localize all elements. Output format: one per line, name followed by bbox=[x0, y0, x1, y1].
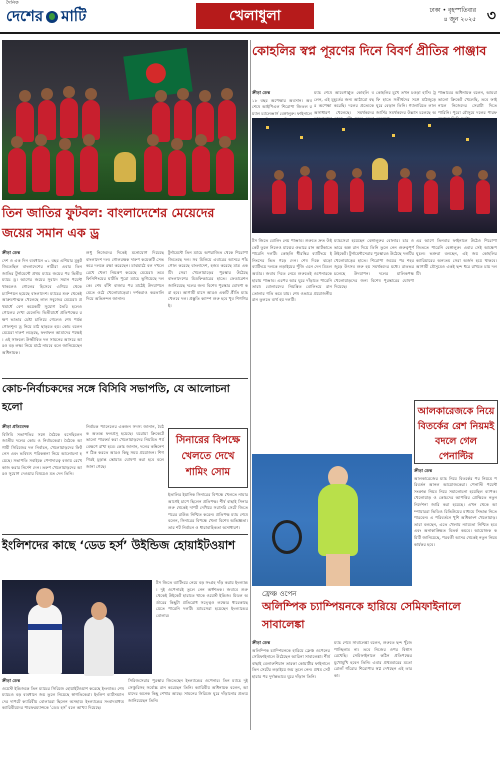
article-text: অলিম্পিক চ্যাম্পিয়নকে হারিয়ে ফ্রেঞ্চ ওপেনের সেমিফাইনালে উঠেছেন আরিনা সাবালেঙ্কা। শীর্ষ বাছাই বেলারুশিয়ান তারকা কোয়ার্টার ফাইনালে তিন সেটের লড়াইয়ে জয় তুলে নেন। প্রথম সেট হারার পর দুর্দান্তভাবে ঘুরে দাঁড়ান তিনি। bbox=[252, 647, 330, 679]
kohli-lead-col-2: ম্যাচ শেষে আবেগাপ্লুত কোহলি বলেন, এই মুহূর্তের জন্য আঠারো বছর অপেক্ষা করেছি। দলের প্রত্যেকে অসাধারণ খেলেছে। সমর্থকদের bbox=[314, 90, 374, 115]
article-text: আলকারেজের ম্যাচ নিয়ে বিতর্কের পর নিয়মে পরিবর্তন আনল আয়োজকেরা। পেনাল্টি পয়েন্ট সংক্রান্ত নিয়ম নিয়ে সমালোচনা হয়েছিল ব্যাপক। খেলোয়াড় ও কোচদের আপত্তির প্রেক্ষিতে নতুন নির্দেশনা জারি করা হয়েছে। এখন থেকে আম্পায়াররা ভিডিও রিভিউয়ের মাধ্যমে সিদ্ধান্ত নিতে পারবেন। এ পরিবর্তনে খুশি অধিকাংশ খেলোয়াড়। তারা বলছেন, এতে খেলায় ন্যায্যতা নিশ্চিত হবে এবং অনাকাঙ্ক্ষিত বিতর্ক কমবে। আয়োজক কমিটি জানিয়েছে, পরবর্তী আসর থেকেই নতুন নিয়ম কার্যকর হবে। bbox=[414, 475, 497, 547]
brand-sub: দৈনিক bbox=[6, 0, 19, 6]
issue-date bbox=[430, 6, 476, 24]
player-figure bbox=[174, 100, 192, 140]
player-legs bbox=[326, 554, 350, 586]
column-rule bbox=[250, 40, 251, 730]
player-figure bbox=[324, 180, 338, 214]
player-figure bbox=[450, 176, 464, 210]
womens-football-team-photo bbox=[2, 40, 248, 200]
england-headline: ইংলিশদের কাছে ‘ডেড হর্স’ উইন্ডিজ হোয়াইটওয়াশ bbox=[2, 538, 236, 552]
trophy-icon bbox=[114, 152, 136, 182]
brand-left: দেশের bbox=[6, 6, 44, 25]
player-figure bbox=[84, 616, 114, 676]
player-figure bbox=[32, 146, 50, 192]
player-figure bbox=[56, 150, 74, 196]
england-players-photo bbox=[2, 580, 152, 674]
coach-article-col-2: নির্বাচক প্যানেলের একজন সদস্য জানান, বৈঠক অত্যন্ত ফলপ্রসূ হয়েছে। ঘরোয়া ক্রিকেটে ভালো পারফর্ম করা খেলোয়াড়দের নিয়মিত পর্যবেক্ষণে রাখা হবে। কোচ জানান, দলের কম্বিনেশন ঠিক করতে আরও কিছু সময় প্রয়োজন। শিগগিরই চূড়ান্ত স্কোয়াড ঘোষণা করা হবে বলে জানা গেছে। bbox=[86, 424, 164, 469]
article-text: ওয়েস্ট ইন্ডিজকে তিন ম্যাচের সিরিজে হোয়াইটওয়াশ করেছে ইংল্যান্ড। শেষ ম্যাচেও বড় ব্যবধানে জয় তুলে নিয়েছে স্বাগতিকেরা। ইংলিশ ব্যাটসম্যানদের দাপটে ক্যারিবীয় বোলাররা ছিলেন অসহায়। ইংল্যান্ডের সংবাদমাধ্যম ক্যারিবীয়দের পারফরম্যান্সকে ‘ডেড হর্স’ বলে আখ্যা দিয়েছে। bbox=[2, 685, 124, 711]
newspaper-logo bbox=[6, 0, 87, 30]
divider bbox=[2, 534, 248, 535]
byline: ক্রীড়া প্রতিবেদক bbox=[2, 424, 29, 429]
kohli-article-col-1: টস জিতে বোলিং নেয় পাঞ্জাব। শুরুতে দ্রুত উইকেট তুলে নিলেও মাঝের ওভারে রান আটকাতে পারেনি দলটি। কোহলি ধীরস্থির ব্যাটিংয়ে ইনিংসের ভিত গড়ে দেন। শেষ দিকে ঝড়ো ব্যাটিংয়ে দলকে লড়াইয়ের পুঁজি এনে দেন মিডল অর্ডার। জবাব দিতে নেমে শুরুতেই ওপেনারকে হারায় পাঞ্জাব। এরপর আর ঘুরে দাঁড়াতে পারেনি তারা। বোলারদের নিয়ন্ত্রিত বোলিংয়ে রান তোলার গতি কমে যায়। শেষ ওভারে প্রয়োজনীয় রান তুলতে ব্যর্থ হয় দলটি। bbox=[252, 238, 332, 303]
confetti bbox=[428, 124, 431, 127]
sabalenka-headline: অলিম্পিক চ্যাম্পিয়নকে হারিয়ে সেমিফাইনালে সাবালেঙ্কা bbox=[262, 600, 461, 631]
article-text: বিসিবি সভাপতির সঙ্গে বৈঠকে বসেছিলেন জাতীয় দলের কোচ ও নির্বাচকেরা। বৈঠকে আগামী সিরিজের দল নির্বাচন, খেলোয়াড়দের ফিটনেস এবং ভবিষ্যৎ পরিকল্পনা নিয়ে আলোচনা হয়েছে। সভাপতি সবাইকে পেশাদারত্ব বজায় রেখে কাজ করার নির্দেশ দেন। তরুণ খেলোয়াড়দের আরও সুযোগ দেওয়ার বিষয়েও মত দেন তিনি। bbox=[2, 431, 82, 477]
aryna-headline: আলকারেজকে নিয়ে বিতর্কের রেশ নিয়মই বদলে গেল পেনাল্টির bbox=[414, 400, 498, 464]
sabalenka-photo bbox=[252, 454, 412, 586]
globe-icon bbox=[46, 11, 58, 23]
rcb-celebration-photo bbox=[252, 118, 497, 233]
kohli-lead-col-4: পাঞ্জাবের অধিনায়ক বলেন, আমরা ভালো ক্রিকেট খেলেছি, তবে ফাইনালে নিজেদের সেরাটা দিতে পারিনি। পুরো মৌসুমে দলের পারফ bbox=[438, 90, 497, 115]
team-article-col-3: টুর্নামেন্টে তিন ম্যাচে অপরাজিত থেকে শিরোপা জিতেছে দল। সব মিলিয়ে এবারের আসরে পাঁচ গোল করেছে বাংলাদেশ, হজম করেছে মাত্র একটি। সেরা খেলোয়াড়ের পুরস্কার উঠেছে বাংলাদেশের মিডফিল্ডারের হাতে। ফেডারেশন জানিয়েছে দলের জন্য বিশেষ পুরস্কার ঘোষণা করা হবে। আগামী মাসে আরও একটি প্রীতি ম্যাচ খেলবে দল। প্রস্তুতি ক্যাম্প শুরু হবে খুব শিগগিরই। bbox=[168, 250, 248, 308]
section-title: খেলাধুলা bbox=[196, 3, 314, 29]
player-figure bbox=[476, 180, 490, 214]
date-line-1: ঢাকা • বৃহস্পতিবার bbox=[429, 7, 476, 14]
brand-right: মাটি bbox=[61, 6, 87, 25]
kohli-lead-col-3: কোহলির মুখে তখন চওড়া হাসি। ট্রফি হাতে সতীর্থদের সঙ্গে মাঠজুড়ে ঘুরে বেড়ান তিনি। গ্যালারিতে লাল জার্সির সমর্থকদের উল্লাস চলেছে অ bbox=[376, 90, 436, 115]
kohli-article-col-2: ম্যাচসেরা হয়েছেন বেঙ্গালুরুর বোলার। চার ওভারে অল্প রান দিয়ে তিনি তুলে নেন গুরুত্বপূর্ণ উইকেট। টুর্নামেন্টসেরার পুরস্কারও উঠেছে দলটির খেলোয়াড়ের হাতে। শিরোপা জয়ের পর শহরজুড়ে উৎসব শুরু হয় সমর্থকদের মধ্যে। রাতভর চলেছে উদযাপন। দলের মালিকপক্ষ খেলোয়াড়দের জন্য বিশেষ পুরস্কারের ঘোষণা দিয়েছে। bbox=[334, 238, 414, 290]
england-article-col-1 bbox=[2, 678, 124, 764]
player-figure bbox=[424, 180, 438, 214]
article-text: দেশ ও এক দিন ব্যবধানে ৩১ বছর এশিয়ার মুকুট জিতেছিল বাংলাদেশের নারীরা এবার তিন জাতির টুর্নামেন্টে প্রথম ম্যাচে জয়ের পর দ্বিতীয় ম্যাচে ড্র। আগের জয়ের সুবাদে সমান পয়েন্ট থাকলেও গোলের হিসেবে এগিয়ে থেকে চ্যাম্পিয়ন হয়েছে বাংলাদেশ। ম্যাচের শুরু থেকেই আক্রমণাত্মক খেলেছে লাল সবুজের মেয়েরা। প্রথমার্ধে বেশ কয়েকটি সুযোগ তৈরি হলেও গোলের দেখা মেলেনি। দ্বিতীয়ার্ধে প্রতিপক্ষের রক্ষণ ভাঙার চেষ্টা চালিয়ে গেলেও শেষ পর্যন্ত গোলশূন্য ড্র নিয়ে মাঠ ছাড়তে হয়। কোচ বলেন মেয়েরা দারুণ লড়েছে, ফলাফল আমাদের পক্ষেই। এই সাফল্যে উজ্জীবিত দল সামনের আসরে আরও বড় লক্ষ্য নিয়ে মাঠে নামবে বলে জানিয়েছেন অধিনায়ক। bbox=[2, 257, 82, 355]
tennis-racket-icon bbox=[272, 520, 302, 554]
player-figure bbox=[28, 604, 62, 674]
byline: ক্রীড়া ডেস্ক bbox=[2, 250, 21, 255]
sabalenka-article-col-2: ম্যাচ শেষে সাবালেঙ্কা বলেন, শুরুতে ছন্দ খুঁজে পাচ্ছিলাম না। তবে নিজের ওপর বিশ্বাস রেখেছি। সেমিফাইনালে কঠিন প্রতিপক্ষের মুখোমুখি হবেন তিনি। এবার প্রথমবারের মতো রোলাঁ গাঁরোর শিরোপার স্বপ্ন দেখছেন এই তারকা। bbox=[334, 640, 412, 678]
coach-article-col-1 bbox=[2, 424, 82, 532]
byline: ক্রীড়া ডেস্ক bbox=[2, 678, 21, 683]
sabalenka-article-col-1 bbox=[252, 640, 330, 764]
date-line-2: ৪ জুন ২০২৫ bbox=[443, 16, 476, 23]
coach-headline: কোচ-নির্বাচকদের সঙ্গে বিসিবি সভাপতি, যে আলোচনা হলো bbox=[2, 383, 230, 413]
player-figure bbox=[350, 178, 364, 212]
player-figure bbox=[8, 148, 26, 194]
confetti bbox=[392, 134, 395, 137]
player-figure bbox=[80, 146, 98, 192]
player-figure bbox=[216, 148, 234, 194]
player-figure bbox=[168, 150, 186, 196]
confetti bbox=[466, 138, 469, 141]
confetti bbox=[266, 126, 269, 129]
team-article-col-2: শুধু নিজেদের দিকেই মনোযোগ দিয়েছে বাংলাদেশ দল। গোলরক্ষক দারুণ কয়েকটি সেভ করে দলকে রক্ষা করেছেন। মাঝমাঠে বল দখলে রেখে খেলা নিয়ন্ত্রণ করেছে মেয়েরা। তবে ফিনিশিংয়ের ঘাটতি পুরো ম্যাচে ভুগিয়েছে দলকে। শেষ বাঁশি বাজার পর মাঠেই উদযাপনে মেতে ওঠে খেলোয়াড়েরা। দর্শকরাও করতালি দিয়ে অভিনন্দন জানান। bbox=[86, 250, 164, 302]
trophy-icon bbox=[372, 158, 388, 180]
sinner-article: ইতালির ইয়ানিক সিনারের বিপক্ষে খেলতে নামার আগেই চাপে ছিলেন প্রতিপক্ষ। শীর্ষ বাছাই সিনার শুরু থেকেই দাপট দেখিয়ে সরাসরি সেটে জিতে পরের রাউন্ড নিশ্চিত করেন। প্রতিপক্ষ ম্যাচ শেষে বলেন, সিনারের বিপক্ষে খেলা বিশেষ অভিজ্ঞতা। তার শট নির্বাচন ও ধারাবাহিকতা অসাধারণ। bbox=[168, 492, 248, 530]
byline: ক্রীড়া ডেস্ক bbox=[252, 640, 271, 645]
sinner-headline: সিনারের বিপক্ষে খেলতে দেখে শামিং সোম bbox=[168, 428, 248, 488]
player-figure bbox=[192, 146, 210, 192]
player-body bbox=[318, 484, 358, 556]
confetti bbox=[300, 136, 303, 139]
kohli-article-col-3: এর আগে তিনবার ফাইনালে উঠেও শিরোপা জিততে পারেনি বেঙ্গালুরু। এবার সেই আক্ষেপ ঘুচল। ভক্তরা বলছেন, এই জয় কোহলির ক্যারিয়ারের অন্যতম সেরা অর্জন হয়ে থাকবে। আগামী মৌসুমেও একই ছন্দ ধরে রাখতে চায় দলটি। bbox=[416, 238, 497, 276]
article-text: ১৮ বছর অপেক্ষার অবসান। অবশেষে আইপিএল শিরোপা জিতল রয়্যাল চ্যালেঞ্জার্স বেঙ্গালুরু। ফাইনালে bbox=[252, 97, 312, 116]
confetti bbox=[342, 128, 345, 131]
player-figure bbox=[60, 98, 78, 138]
team-headline: তিন জাতির ফুটবল: বাংলাদেশের মেয়েদের জয়ের সমান এক ড্র bbox=[2, 205, 215, 240]
divider bbox=[2, 378, 248, 379]
jersey-stripe bbox=[28, 624, 62, 630]
player-figure bbox=[218, 100, 236, 140]
page-number: ৩ bbox=[486, 8, 496, 24]
team-article-col-1 bbox=[2, 250, 82, 376]
masthead bbox=[0, 0, 500, 34]
byline: ক্রীড়া ডেস্ক bbox=[414, 468, 433, 473]
player-figure bbox=[272, 180, 286, 214]
player-figure bbox=[398, 178, 412, 212]
england-article-col-3: সিরিজসেরার পুরস্কার জিতেছেন ইংল্যান্ডের ওপেনার। তিন ম্যাচে দুই সেঞ্চুরিসহ সর্বোচ্চ রান করেছেন তিনি। ক্যারিবীয় অধিনায়ক বলেন, আমাদের অনেক কিছু শেখার আছে। সামনের সিরিজে ঘুরে দাঁড়ানোর প্রত্যয় জানিয়েছেন তিনি। bbox=[128, 678, 248, 703]
byline: ক্রীড়া ডেস্ক bbox=[252, 90, 271, 95]
kohli-lead-col-1 bbox=[252, 90, 312, 116]
player-figure bbox=[144, 146, 162, 192]
england-article-col-2: টস জিতে ব্যাটিংয়ে নেমে বড় সংগ্রহ দাঁড় করায় ইংল্যান্ড। দুই ওপেনারই তুলে নেন অর্ধশতক। জবাবে শুরু থেকেই উইকেট হারাতে থাকে ওয়েস্ট ইন্ডিজ। মিডল অর্ডারের কিছুটা প্রতিরোধ সত্ত্বেও লক্ষ্যের ধারেকাছে যেতে পারেনি দলটি। ম্যাচসেরা হয়েছেন ইংল্যান্ডের বোলার। bbox=[156, 580, 248, 618]
kohli-headline: কোহলির স্বপ্ন পূরণের দিনে বিবর্ণ প্রীতির পাঞ্জাব bbox=[252, 43, 487, 58]
sabalenka-kicker: ফ্রেঞ্চ ওপেন bbox=[262, 590, 297, 598]
player-figure bbox=[298, 176, 312, 210]
